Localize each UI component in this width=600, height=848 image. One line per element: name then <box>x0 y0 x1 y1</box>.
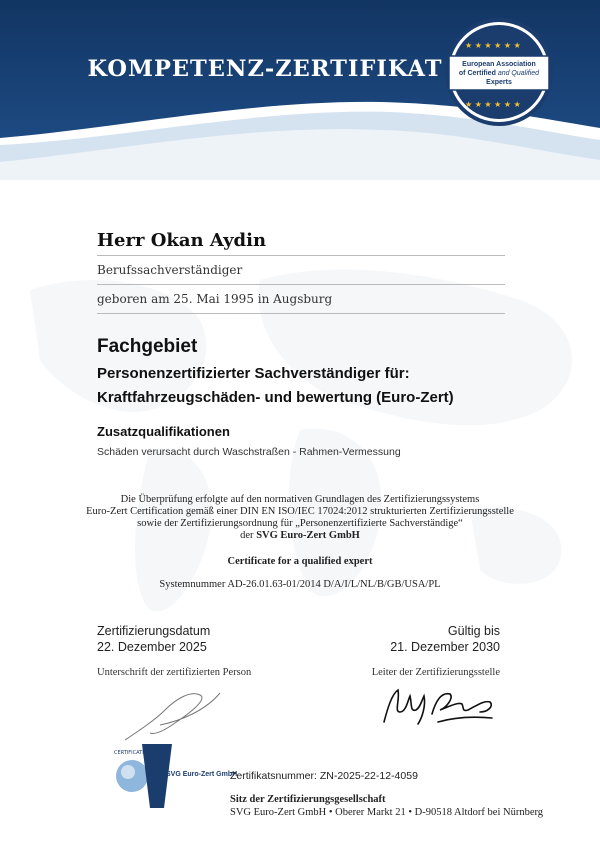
certification-date-label: Zertifizierungsdatum <box>97 624 211 638</box>
valid-until-label: Gültig bis <box>447 624 500 638</box>
valid-until <box>390 623 500 655</box>
logo-company-name: SVG Euro-Zert GmbH <box>166 771 238 778</box>
world-map-watermark <box>0 260 600 720</box>
divider <box>97 284 505 285</box>
statement-line-4 <box>40 530 560 542</box>
seal-line-2 <box>455 69 543 78</box>
valid-until-value: 21. Dezember 2030 <box>390 640 500 654</box>
logo-ring-text: CERTIFICATION <box>114 750 152 756</box>
seal-line-2b: and Qualified <box>497 70 540 77</box>
statement-block <box>40 494 560 542</box>
person-profession: Berufssachverständiger <box>97 263 243 277</box>
office-signature <box>380 682 500 727</box>
statement-line-4-prefix: der <box>240 530 254 541</box>
extra-heading: Zusatzqualifikationen <box>97 424 230 439</box>
company-heading: Sitz der Zertifizierungsgesellschaft <box>230 794 386 805</box>
seal-line-1: European Association <box>462 61 536 68</box>
svg-text:★ ★ ★ ★ ★ ★: ★ ★ ★ ★ ★ ★ <box>465 100 521 109</box>
statement-line-1: Die Überprüfung erfolgte auf den normativen Grundlagen des Zertifizierungssystems <box>120 494 480 505</box>
certificate-title: KOMPETENZ-ZERTIFIKAT <box>87 56 443 82</box>
field-line-2: Kraftfahrzeugschäden- und bewertung (Euro-Zert) <box>97 389 454 406</box>
company-address: SVG Euro-Zert GmbH • Oberer Markt 21 • D-90518 Altdorf bei Nürnberg <box>230 807 544 818</box>
certification-date <box>97 623 210 655</box>
statement-line-2: Euro-Zert Certification gemäß einer DIN EN ISO/IEC 17024:2012 strukturierten Zertifizierungsstelle <box>86 506 514 517</box>
field-line-1: Personenzertifizierter Sachverständiger für: <box>97 365 410 382</box>
extra-text: Schäden verursacht durch Waschstraßen - Rahmen-Vermessung <box>97 446 401 458</box>
certification-date-value: 22. Dezember 2025 <box>97 640 207 654</box>
divider <box>97 313 505 314</box>
system-number: Systemnummer AD-26.01.63-01/2014 D/A/I/L/NL/B/GB/USA/PL <box>159 579 441 590</box>
person-birth: geboren am 25. Mai 1995 in Augsburg <box>97 292 333 306</box>
certificate-number: Zertifikatsnummer: ZN-2025-22-12-4059 <box>230 770 418 782</box>
divider <box>97 255 505 256</box>
person-name: Herr Okan Aydin <box>97 230 267 251</box>
certificate-for: Certificate for a qualified expert <box>227 556 373 567</box>
person-signature <box>120 685 230 745</box>
seal-line-2a: of Certified <box>458 70 496 77</box>
office-signature-label: Leiter der Zertifizierungsstelle <box>371 667 500 678</box>
statement-line-3: sowie der Zertifizierungsordnung für „Personenzertifizierte Sachverständige“ <box>137 518 463 529</box>
seal-text <box>455 60 543 87</box>
seal-line-3: Experts <box>486 79 512 86</box>
statement-line-4-company: SVG Euro-Zert GmbH <box>256 530 360 541</box>
field-heading: Fachgebiet <box>97 336 198 357</box>
person-signature-label: Unterschrift der zertifizierten Person <box>97 667 252 678</box>
svg-text:★ ★ ★ ★ ★ ★: ★ ★ ★ ★ ★ ★ <box>465 41 521 50</box>
